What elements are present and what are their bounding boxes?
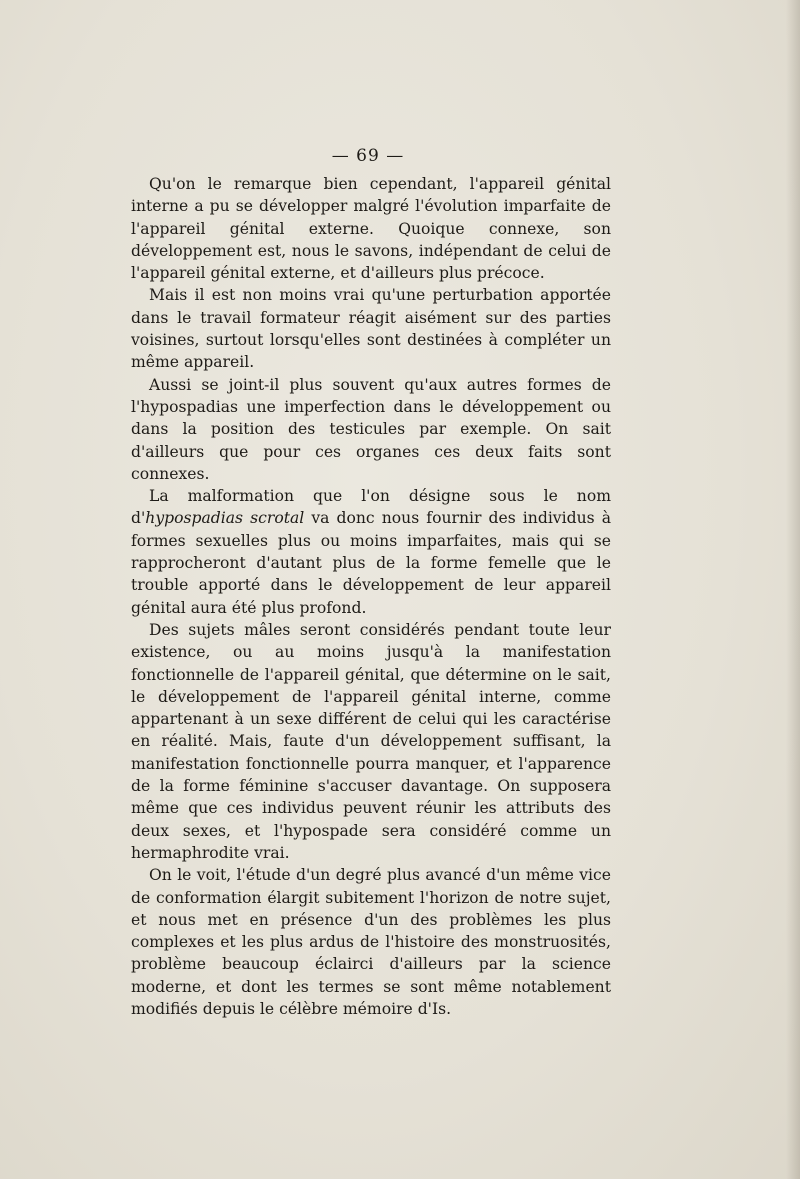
body-text [131, 173, 611, 1020]
paragraph-4-start: La malformation que l'on désigne sous le nom d' [131, 487, 611, 528]
paragraph-1: Qu'on le remarque bien cependant, l'appareil génital interne a pu se développer malgré l'évolution imparfaite de l'appareil génital externe. Quoique connexe, son développement est, nous le savons, indépendant de celui de l'appareil génital externe, et d'ailleurs plus précoce. [131, 175, 611, 283]
paragraph-4-end: va donc nous fournir des individus à formes sexuelles plus ou moins imparfaites, mais qui se rapprocheront d'autant plus de la forme femelle que le trouble apporté dans le développement de leur appareil génital aura été plus profond. [131, 509, 612, 617]
paragraph-5: Des sujets mâles seront considérés pendant toute leur existence, ou au moins jusqu'à la manifestation fonctionnelle de l'appareil génital, que détermine on le sait, le développement de l'appareil génital interne, comme appartenant à un sexe différent de celui qui les caractérise en réalité. Mais, faute d'un développement suffisant, la manifestation fonctionnelle pourra manquer, et l'apparence de la forme féminine s'accuser davantage. On supposera même que ces individus peuvent réunir les attributs des deux sexes, et l'hypospade sera considéré comme un hermaphrodite vrai. [131, 620, 611, 862]
paragraph-3: Aussi se joint-il plus souvent qu'aux autres formes de l'hypospadias une imperfection dans le développement ou dans la position des testicules par exemple. On sait d'ailleurs que pour ces organes ces deux faits sont connexes. [131, 375, 611, 483]
page-number: — 69 — [331, 146, 405, 166]
italic-term: hypospadias scrotal [145, 509, 305, 528]
paragraph-6: On le voit, l'étude d'un degré plus avancé d'un même vice de conformation élargit subitement l'horizon de notre sujet, et nous met en présence d'un des problèmes les plus complexes et les plus ardus de l'histoire des monstruosités, problème beaucoup éclairci d'ailleurs par la science moderne, et dont les termes se sont même notablement modifiés depuis le célèbre mémoire d'Is. [131, 866, 611, 1018]
paragraph-4 [131, 485, 611, 619]
page-edge-shadow [786, 0, 800, 1179]
paragraph-2: Mais il est non moins vrai qu'une perturbation apportée dans le travail formateur réagit aisément sur des parties voisines, surtout lorsqu'elles sont destinées à compléter un même appareil. [131, 286, 611, 372]
